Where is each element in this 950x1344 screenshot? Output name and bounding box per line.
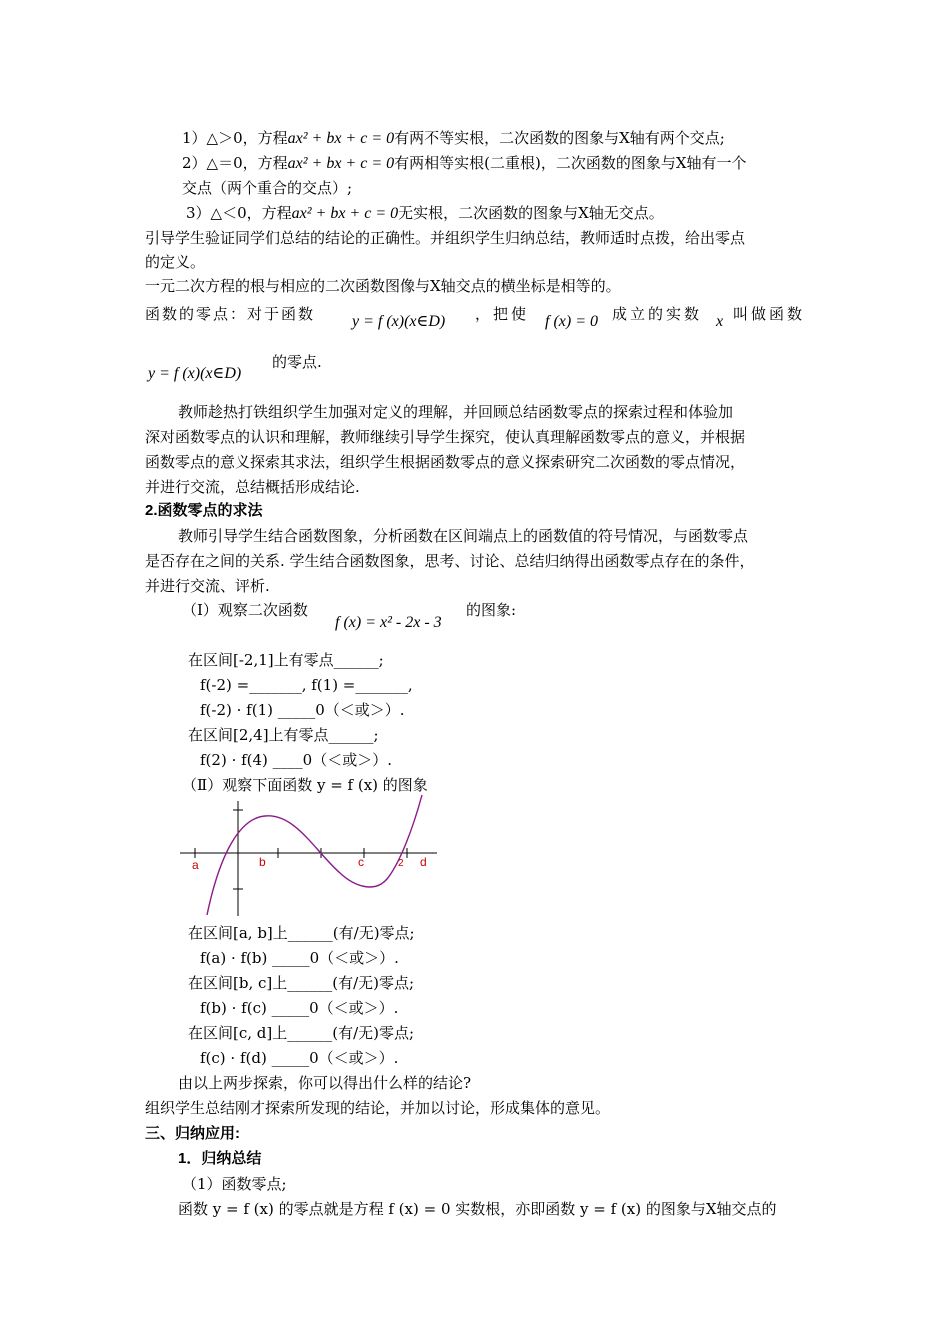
section-heading: 2.函数零点的求法 xyxy=(145,502,263,519)
subsection-heading: 1．归纳总结 xyxy=(178,1150,262,1167)
point-c-label: c xyxy=(358,855,364,869)
definition-text: ，把使 xyxy=(475,305,530,323)
case-2-text: 2）△＝0，方程 xyxy=(182,154,288,172)
paragraph-line: 函数零点的意义探索其求法，组织学生根据函数零点的意义探索研究二次函数的零点情况， xyxy=(145,453,746,471)
case-1-tail: 有两不等实根，二次函数的图象与X轴有两个交点; xyxy=(394,129,725,147)
question-line: f(c) · f(d) _____0（＜或＞）. xyxy=(200,1049,399,1067)
point-b-label: b xyxy=(259,855,266,869)
paragraph-line: 的定义。 xyxy=(145,253,206,271)
paragraph-line: 组织学生总结刚才探索所发现的结论，并加以讨论，形成集体的意见。 xyxy=(145,1099,611,1117)
question-line: f(a) · f(b) _____0（＜或＞）. xyxy=(200,949,399,967)
definition-label: 函数的零点：对于函数 xyxy=(145,305,316,323)
paragraph-line: 教师趁热打铁组织学生加强对定义的理解，并回顾总结函数零点的探索过程和体验加 xyxy=(178,403,734,421)
question-line: f(2) · f(4) ____0（＜或＞）. xyxy=(200,751,392,769)
question-line: 在区间[c, d]上______(有/无)零点; xyxy=(188,1024,415,1042)
observation-2-label: （Ⅱ）观察下面函数 y = f (x) 的图象 xyxy=(182,776,428,794)
paragraph-line: 并进行交流、评析. xyxy=(145,577,270,595)
case-1-line xyxy=(182,128,725,149)
question-line: 在区间[-2,1]上有零点______; xyxy=(188,651,384,669)
paragraph-line: 是否存在之间的关系. 学生结合函数图象，思考、讨论、总结归纳得出函数零点存在的条件， xyxy=(145,552,755,570)
function-curve xyxy=(207,795,422,915)
definition-text: 的零点. xyxy=(272,353,322,371)
definition-equation: f (x) = 0 xyxy=(545,313,598,330)
definition-equation: y = f (x)(x∈D) xyxy=(352,313,446,330)
case-3-tail: 无实根，二次函数的图象与X轴无交点。 xyxy=(398,204,664,222)
case-2-tail: 有两相等实根(二重根)，二次函数的图象与X轴有一个 xyxy=(394,154,747,172)
definition-text: 叫做函数 xyxy=(733,305,806,323)
definition-variable: x xyxy=(716,313,724,330)
paragraph-line: 并进行交流，总结概括形成结论. xyxy=(145,478,360,496)
paragraph-line: 教师引导学生结合函数图象，分析函数在区间端点上的函数值的符号情况，与函数零点 xyxy=(178,527,749,545)
paragraph-line: 深对函数零点的认识和理解，教师继续引导学生探究，使认真理解函数零点的意义，并根据 xyxy=(145,428,746,446)
question-line: 在区间[2,4]上有零点______; xyxy=(188,726,379,744)
observation-1-label: （Ⅰ）观察二次函数 xyxy=(182,601,308,619)
case-2-continued: 交点（两个重合的交点）; xyxy=(182,179,353,197)
function-graph xyxy=(175,793,445,918)
equation: ax² + bx + c = 0 xyxy=(287,155,395,172)
paragraph-line: 函数 y = f (x) 的零点就是方程 f (x) = 0 实数根，亦即函数 y = f (x) 的图象与X轴交点的 xyxy=(178,1200,777,1218)
question-line: f(-2) · f(1) _____0（＜或＞）. xyxy=(200,701,405,719)
case-1-text: 1）△＞0，方程 xyxy=(182,129,288,147)
paragraph-line: 一元二次方程的根与相应的二次函数图像与X轴交点的横坐标是相等的。 xyxy=(145,277,621,295)
paragraph-line: 由以上两步探索，你可以得出什么样的结论? xyxy=(178,1074,472,1092)
point-a-label: a xyxy=(192,858,199,872)
case-3-line xyxy=(186,203,664,224)
observation-1-equation: f (x) = x² - 2x - 3 xyxy=(335,614,442,631)
question-line: 在区间[a, b]上______(有/无)零点; xyxy=(188,924,415,942)
equation: ax² + bx + c = 0 xyxy=(287,130,395,147)
paragraph-line: 引导学生验证同学们总结的结论的正确性。并组织学生归纳总结，教师适时点拨，给出零点 xyxy=(145,229,746,247)
section-heading: 三、归纳应用: xyxy=(145,1125,240,1142)
observation-1-tail: 的图象: xyxy=(466,601,517,619)
case-3-text: 3）△＜0，方程 xyxy=(186,204,292,222)
point-2-label: 2 xyxy=(398,858,404,869)
question-line: 在区间[b, c]上______(有/无)零点; xyxy=(188,974,415,992)
question-line: f(b) · f(c) _____0（＜或＞）. xyxy=(200,999,399,1017)
point-d-label: d xyxy=(420,855,427,869)
paragraph-line: （1）函数零点; xyxy=(182,1175,287,1193)
equation: ax² + bx + c = 0 xyxy=(291,205,399,222)
question-line: f(-2) =_______, f(1) =_______, xyxy=(200,676,413,694)
definition-equation: y = f (x)(x∈D) xyxy=(148,365,242,382)
case-2-line xyxy=(182,153,747,174)
definition-text: 成立的实数 xyxy=(612,305,703,323)
